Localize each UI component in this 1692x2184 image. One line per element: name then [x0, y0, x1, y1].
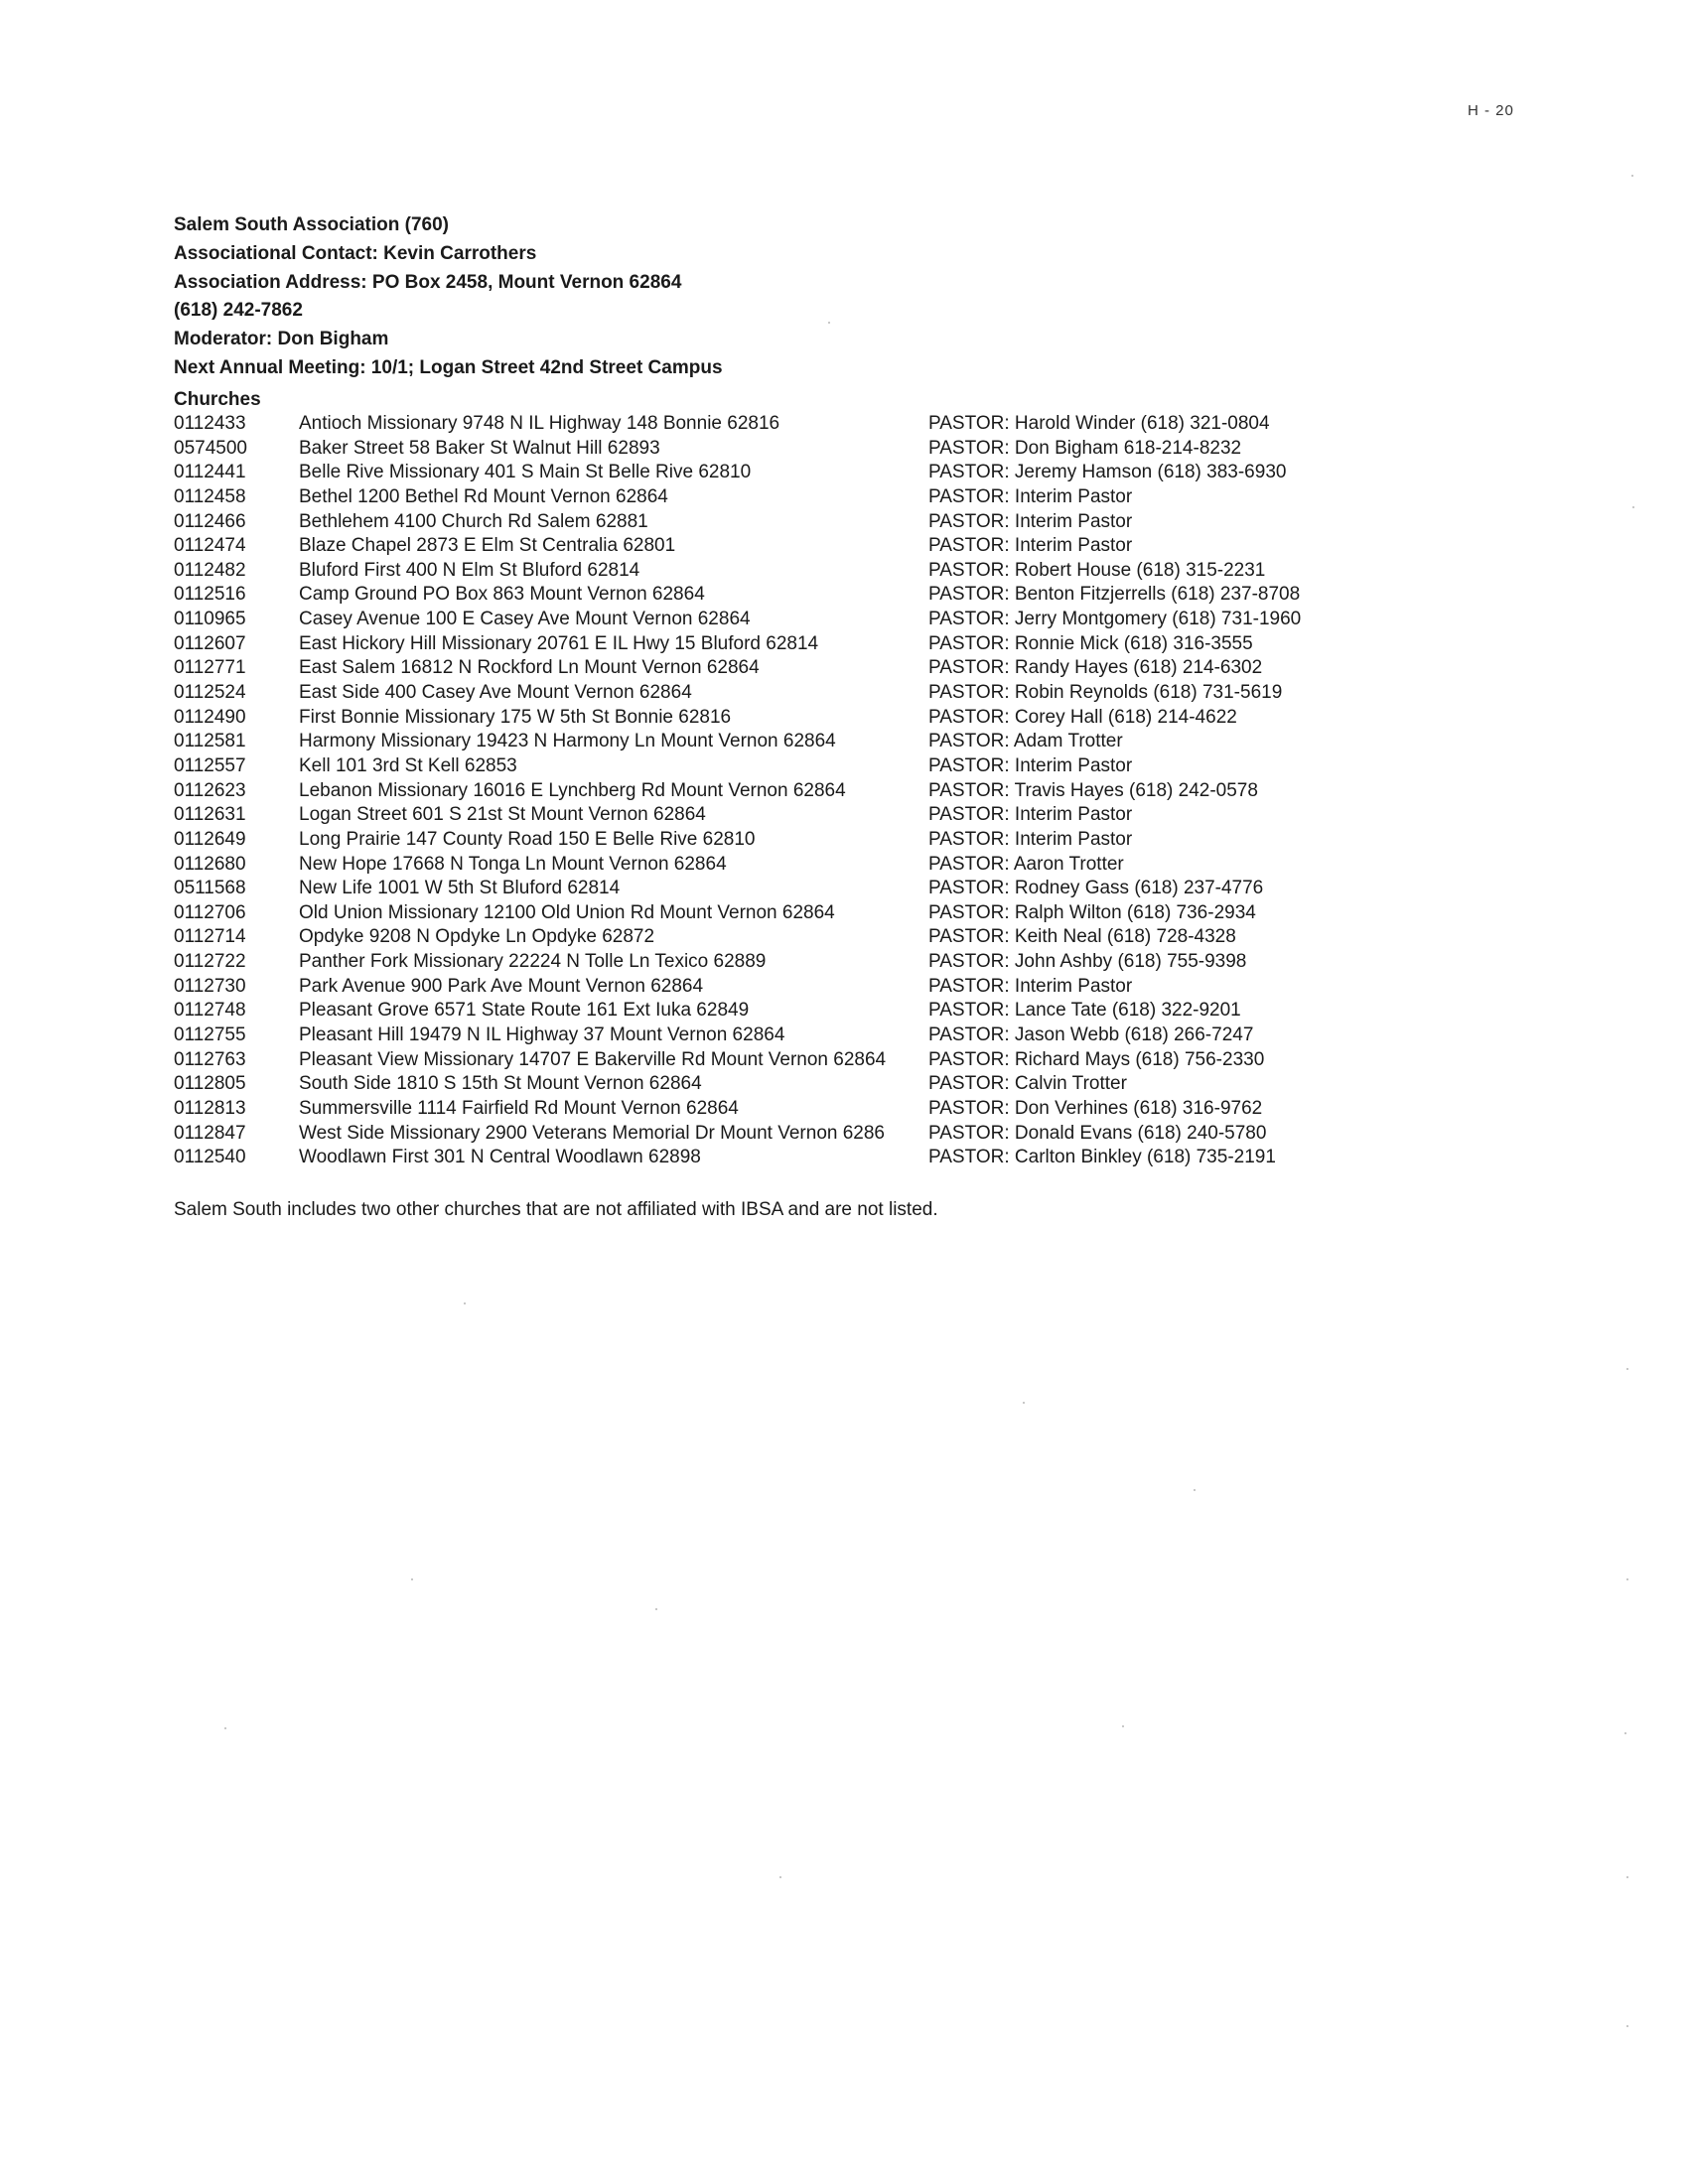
- church-row: [174, 730, 1345, 754]
- church-row: [174, 779, 1345, 804]
- church-pastor: PASTOR: Interim Pastor: [928, 975, 1133, 997]
- church-row: [174, 999, 1345, 1024]
- church-row: [174, 803, 1345, 828]
- church-name-address: Harmony Missionary 19423 N Harmony Ln Mount Vernon 62864: [299, 731, 836, 752]
- association-header: [174, 211, 723, 383]
- church-list: [174, 412, 1345, 1170]
- church-pastor: PASTOR: Calvin Trotter: [928, 1073, 1127, 1095]
- church-name-address: South Side 1810 S 15th St Mount Vernon 62864: [299, 1073, 702, 1095]
- church-code: 0112540: [174, 1147, 246, 1168]
- church-pastor: PASTOR: Ronnie Mick (618) 316-3555: [928, 632, 1253, 654]
- church-code: 0112680: [174, 853, 246, 875]
- church-row: [174, 754, 1345, 779]
- church-code: 0112490: [174, 706, 246, 728]
- church-code: 0112813: [174, 1097, 246, 1119]
- church-row: [174, 706, 1345, 731]
- scan-speck: [1626, 1876, 1628, 1878]
- church-name-address: Pleasant Hill 19479 N IL Highway 37 Mount Vernon 62864: [299, 1024, 785, 1046]
- church-code: 0112714: [174, 926, 246, 948]
- church-code: 0574500: [174, 437, 247, 459]
- church-row: [174, 656, 1345, 681]
- church-name-address: New Life 1001 W 5th St Bluford 62814: [299, 878, 621, 899]
- scan-speck: [464, 1302, 466, 1304]
- church-pastor: PASTOR: Jerry Montgomery (618) 731-1960: [928, 609, 1302, 630]
- association-address: Association Address: PO Box 2458, Mount Vernon 62864: [174, 271, 682, 293]
- church-code: 0112706: [174, 901, 246, 923]
- church-code: 0112748: [174, 1000, 246, 1022]
- church-code: 0112433: [174, 413, 246, 434]
- scan-speck: [828, 322, 830, 324]
- church-code: 0112516: [174, 584, 246, 606]
- church-name-address: First Bonnie Missionary 175 W 5th St Bonnie 62816: [299, 706, 732, 728]
- church-row: [174, 975, 1345, 1000]
- church-pastor: PASTOR: Interim Pastor: [928, 510, 1133, 532]
- church-row: [174, 901, 1345, 926]
- church-row: [174, 877, 1345, 901]
- scan-speck: [1626, 1368, 1628, 1370]
- church-code: 0112755: [174, 1024, 246, 1046]
- church-pastor: PASTOR: Robert House (618) 315-2231: [928, 559, 1266, 581]
- church-row: [174, 485, 1345, 510]
- church-pastor: PASTOR: Adam Trotter: [928, 731, 1123, 752]
- church-row: [174, 681, 1345, 706]
- church-name-address: Kell 101 3rd St Kell 62853: [299, 754, 517, 776]
- church-code: 0112482: [174, 559, 246, 581]
- church-code: 0112466: [174, 510, 246, 532]
- church-pastor: PASTOR: Aaron Trotter: [928, 853, 1124, 875]
- church-code: 0511568: [174, 878, 246, 899]
- church-pastor: PASTOR: Interim Pastor: [928, 828, 1133, 850]
- scan-speck: [1194, 1489, 1196, 1491]
- church-name-address: Pleasant Grove 6571 State Route 161 Ext Iuka 62849: [299, 1000, 750, 1022]
- church-row: [174, 950, 1345, 975]
- association-name: Salem South Association (760): [174, 214, 449, 235]
- church-row: [174, 1097, 1345, 1122]
- next-annual-meeting: Next Annual Meeting: 10/1; Logan Street 42nd Street Campus: [174, 356, 723, 378]
- church-name-address: Antioch Missionary 9748 N IL Highway 148 Bonnie 62816: [299, 413, 780, 434]
- church-pastor: PASTOR: Interim Pastor: [928, 804, 1133, 826]
- scan-speck: [779, 1876, 781, 1878]
- scan-speck: [224, 1727, 226, 1729]
- church-pastor: PASTOR: Donald Evans (618) 240-5780: [928, 1122, 1267, 1144]
- church-row: [174, 608, 1345, 632]
- scan-speck: [411, 1578, 413, 1580]
- church-name-address: Bethel 1200 Bethel Rd Mount Vernon 62864: [299, 485, 668, 507]
- church-pastor: PASTOR: Don Verhines (618) 316-9762: [928, 1097, 1263, 1119]
- church-name-address: New Hope 17668 N Tonga Ln Mount Vernon 62864: [299, 853, 727, 875]
- church-row: [174, 510, 1345, 535]
- church-code: 0112623: [174, 779, 246, 801]
- church-name-address: Pleasant View Missionary 14707 E Bakerville Rd Mount Vernon 62864: [299, 1048, 887, 1070]
- church-row: [174, 1024, 1345, 1048]
- church-code: 0112847: [174, 1122, 246, 1144]
- church-pastor: PASTOR: Harold Winder (618) 321-0804: [928, 413, 1270, 434]
- church-pastor: PASTOR: Travis Hayes (618) 242-0578: [928, 779, 1258, 801]
- church-pastor: PASTOR: Randy Hayes (618) 214-6302: [928, 657, 1263, 679]
- church-row: [174, 1072, 1345, 1097]
- scan-speck: [1626, 1578, 1628, 1580]
- church-name-address: Old Union Missionary 12100 Old Union Rd Mount Vernon 62864: [299, 901, 835, 923]
- church-name-address: East Side 400 Casey Ave Mount Vernon 62864: [299, 682, 692, 704]
- church-pastor: PASTOR: Lance Tate (618) 322-9201: [928, 1000, 1241, 1022]
- church-row: [174, 925, 1345, 950]
- church-pastor: PASTOR: Jason Webb (618) 266-7247: [928, 1024, 1254, 1046]
- church-name-address: Long Prairie 147 County Road 150 E Belle Rive 62810: [299, 828, 756, 850]
- church-name-address: Blaze Chapel 2873 E Elm St Centralia 62801: [299, 535, 676, 557]
- church-code: 0112524: [174, 682, 246, 704]
- church-name-address: Baker Street 58 Baker St Walnut Hill 62893: [299, 437, 660, 459]
- church-code: 0112607: [174, 632, 246, 654]
- church-name-address: Logan Street 601 S 21st St Mount Vernon 62864: [299, 804, 706, 826]
- church-pastor: PASTOR: Jeremy Hamson (618) 383-6930: [928, 462, 1287, 483]
- church-row: [174, 437, 1345, 462]
- church-pastor: PASTOR: Corey Hall (618) 214-4622: [928, 706, 1237, 728]
- church-code: 0112722: [174, 951, 246, 973]
- associational-contact: Associational Contact: Kevin Carrothers: [174, 242, 537, 264]
- church-name-address: East Salem 16812 N Rockford Ln Mount Vernon 62864: [299, 657, 760, 679]
- church-row: [174, 534, 1345, 559]
- church-name-address: Bethlehem 4100 Church Rd Salem 62881: [299, 510, 648, 532]
- church-pastor: PASTOR: Ralph Wilton (618) 736-2934: [928, 901, 1256, 923]
- church-code: 0110965: [174, 609, 246, 630]
- church-code: 0112649: [174, 828, 246, 850]
- church-pastor: PASTOR: Richard Mays (618) 756-2330: [928, 1048, 1265, 1070]
- church-name-address: Bluford First 400 N Elm St Bluford 62814: [299, 559, 640, 581]
- church-pastor: PASTOR: Interim Pastor: [928, 535, 1133, 557]
- church-name-address: Opdyke 9208 N Opdyke Ln Opdyke 62872: [299, 926, 655, 948]
- church-code: 0112581: [174, 731, 246, 752]
- scan-speck: [1122, 1725, 1124, 1727]
- scan-speck: [655, 1608, 657, 1610]
- church-row: [174, 559, 1345, 584]
- church-code: 0112771: [174, 657, 246, 679]
- church-row: [174, 1048, 1345, 1073]
- church-code: 0112805: [174, 1073, 246, 1095]
- church-row: [174, 461, 1345, 485]
- scan-speck: [1023, 1402, 1025, 1404]
- scan-speck: [1632, 506, 1634, 508]
- church-code: 0112763: [174, 1048, 246, 1070]
- church-pastor: PASTOR: Interim Pastor: [928, 485, 1133, 507]
- association-phone: (618) 242-7862: [174, 300, 303, 322]
- church-code: 0112730: [174, 975, 246, 997]
- footnote: Salem South includes two other churches that are not affiliated with IBSA and are not listed.: [174, 1199, 938, 1220]
- church-code: 0112557: [174, 754, 246, 776]
- church-name-address: East Hickory Hill Missionary 20761 E IL Hwy 15 Bluford 62814: [299, 632, 819, 654]
- church-pastor: PASTOR: Robin Reynolds (618) 731-5619: [928, 682, 1283, 704]
- church-name-address: Belle Rive Missionary 401 S Main St Belle Rive 62810: [299, 462, 752, 483]
- church-name-address: Woodlawn First 301 N Central Woodlawn 62898: [299, 1147, 701, 1168]
- scan-speck: [1624, 1732, 1626, 1734]
- church-row: [174, 853, 1345, 878]
- church-row: [174, 828, 1345, 853]
- church-name-address: Camp Ground PO Box 863 Mount Vernon 62864: [299, 584, 705, 606]
- moderator: Moderator: Don Bigham: [174, 329, 389, 350]
- scan-speck: [1631, 175, 1633, 177]
- church-row: [174, 632, 1345, 657]
- church-code: 0112458: [174, 485, 246, 507]
- church-name-address: Park Avenue 900 Park Ave Mount Vernon 62864: [299, 975, 704, 997]
- church-pastor: PASTOR: Benton Fitzjerrells (618) 237-8708: [928, 584, 1301, 606]
- church-name-address: Summersville 1114 Fairfield Rd Mount Vernon 62864: [299, 1097, 739, 1119]
- church-code: 0112474: [174, 535, 246, 557]
- church-row: [174, 412, 1345, 437]
- church-code: 0112631: [174, 804, 246, 826]
- church-row: [174, 583, 1345, 608]
- church-pastor: PASTOR: Don Bigham 618-214-8232: [928, 437, 1242, 459]
- church-row: [174, 1146, 1345, 1170]
- church-name-address: West Side Missionary 2900 Veterans Memorial Dr Mount Vernon 6286: [299, 1122, 886, 1144]
- page-number: H - 20: [1468, 102, 1514, 119]
- church-row: [174, 1122, 1345, 1147]
- church-pastor: PASTOR: John Ashby (618) 755-9398: [928, 951, 1247, 973]
- scan-speck: [1626, 2025, 1628, 2027]
- church-pastor: PASTOR: Interim Pastor: [928, 754, 1133, 776]
- church-pastor: PASTOR: Keith Neal (618) 728-4328: [928, 926, 1236, 948]
- church-pastor: PASTOR: Carlton Binkley (618) 735-2191: [928, 1147, 1276, 1168]
- churches-heading: Churches: [174, 389, 261, 410]
- church-pastor: PASTOR: Rodney Gass (618) 237-4776: [928, 878, 1264, 899]
- church-name-address: Casey Avenue 100 E Casey Ave Mount Vernon 62864: [299, 609, 751, 630]
- church-code: 0112441: [174, 462, 246, 483]
- church-name-address: Lebanon Missionary 16016 E Lynchberg Rd Mount Vernon 62864: [299, 779, 846, 801]
- church-name-address: Panther Fork Missionary 22224 N Tolle Ln Texico 62889: [299, 951, 767, 973]
